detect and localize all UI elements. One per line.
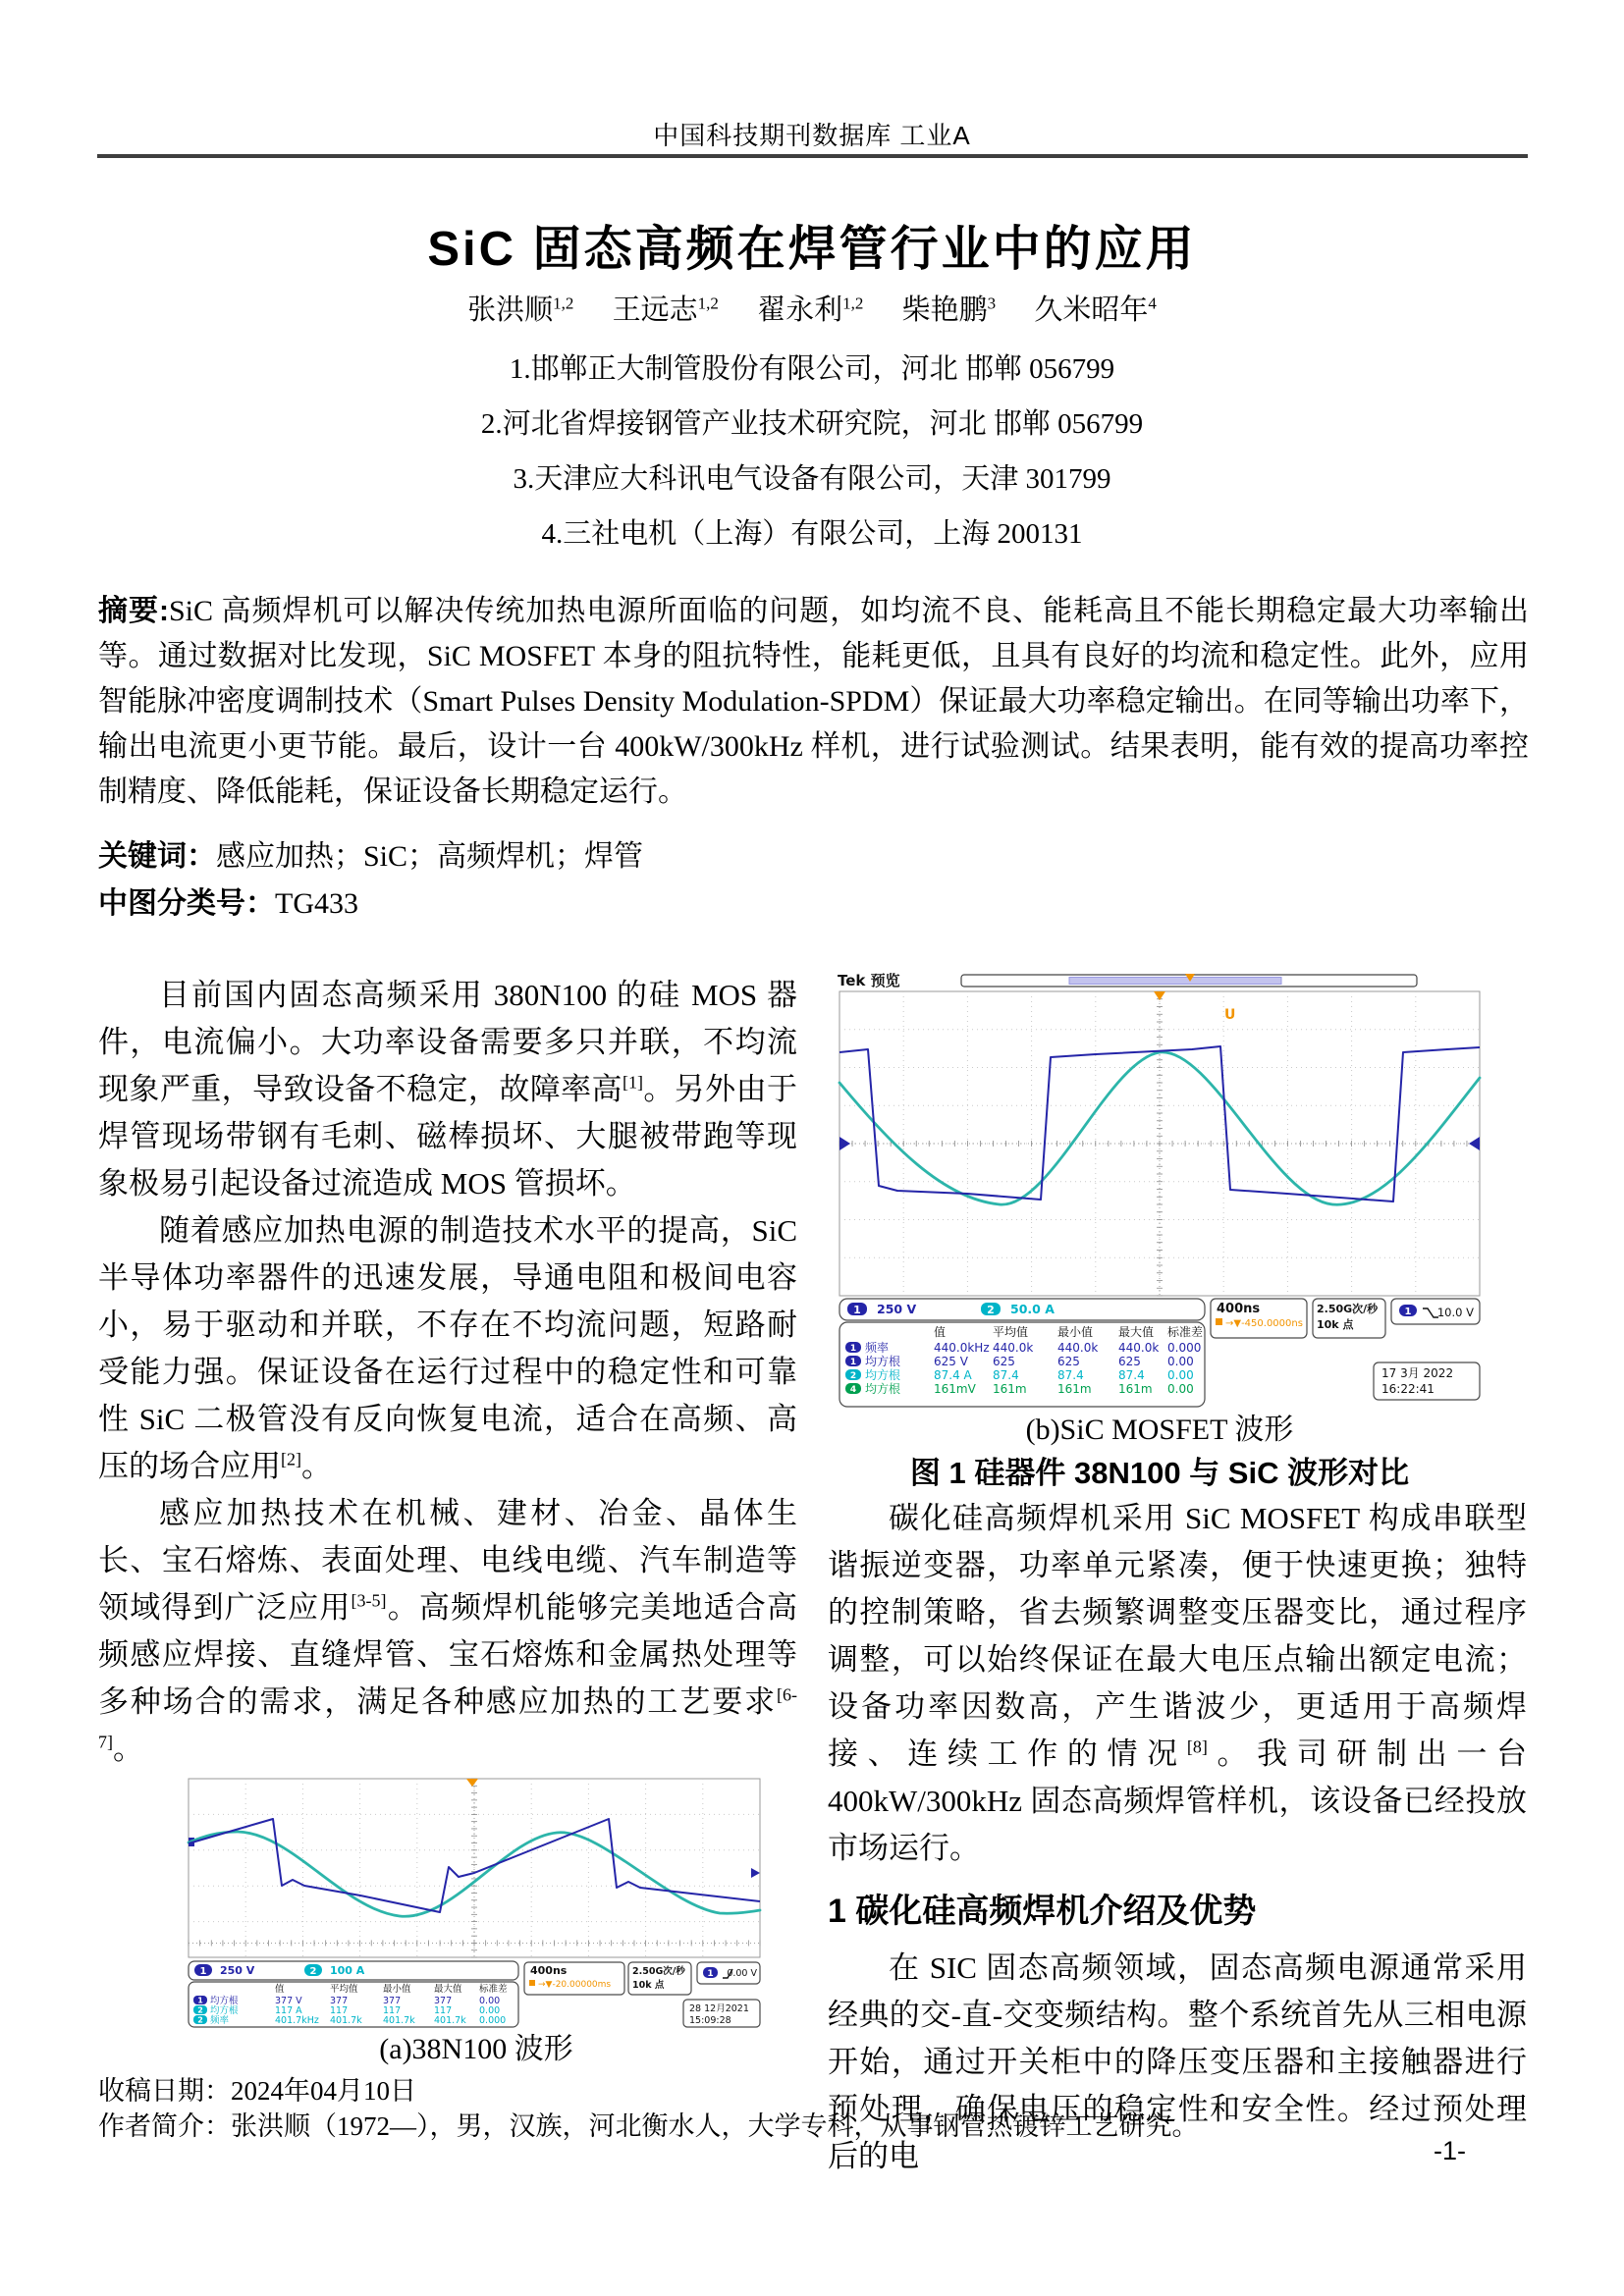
svg-text:均方根: 均方根 [865,1355,901,1368]
trigger-channel: 1 [1404,1307,1412,1317]
svg-text:0.00: 0.00 [1167,1355,1194,1368]
col-header: 平均值 [330,1984,358,1995]
author-affil-sup: 1,2 [842,294,864,313]
header-rule [97,154,1528,158]
ch1-number: 1 [853,1304,861,1316]
svg-text:2: 2 [197,2015,203,2025]
svg-text:1: 1 [849,1358,857,1367]
oscilloscope-screenshot-38n100 [187,1777,766,2028]
col-header: 最大值 [1118,1325,1155,1339]
delay-icon [529,1980,535,1986]
ch2-scale: 50.0 A [1010,1302,1055,1316]
author: 柴艳鹏$^3$ [901,294,997,326]
author-affil-sup: 1,2 [553,294,574,313]
affiliation-list [0,342,1624,561]
svg-text:频率: 频率 [210,2015,230,2026]
col-header: 平均值 [993,1325,1029,1339]
author-affil-sup: 3 [987,294,997,313]
acquisition-window [1069,978,1281,985]
affiliation: 3.天津应大科讯电气设备有限公司，天津 301799 [513,463,1111,495]
figure-1a-caption: (a)38N100 波形 [379,2033,573,2065]
page-title: SiC 固态高频在焊管行业中的应用 [427,223,1197,276]
svg-text:401.7k: 401.7k [330,2015,362,2026]
author-affil-sup: 1,2 [697,294,719,313]
abstract [98,589,1529,815]
keywords [98,831,1529,875]
citation: [6-7] [98,1684,797,1752]
svg-text:117: 117 [330,2005,349,2016]
col-header: 值 [934,1325,947,1339]
svg-text:161m: 161m [1057,1382,1092,1396]
trigger-level: 0.00 V [727,1968,757,1979]
page-number: -1- [1434,2136,1466,2165]
figure-1b-caption: (b)SiC MOSFET 波形 [1025,1414,1294,1446]
svg-text:440.0k: 440.0k [1118,1341,1160,1355]
author-affil-sup: 4 [1148,294,1157,313]
svg-text:均方根: 均方根 [210,2005,239,2016]
timebase: 400ns [530,1964,568,1977]
author-line [0,288,1624,328]
sample-rate: 2.50G次/秒 [632,1966,685,1977]
figure-1a [187,1777,766,2071]
svg-text:频率: 频率 [865,1341,890,1355]
figure-1b [836,972,1484,1495]
col-header: 最小值 [1057,1325,1094,1339]
record-length: 10k 点 [1317,1318,1354,1331]
ch2-scale: 100 A [330,1964,365,1977]
scope-date: 17 3月 2022 [1381,1366,1454,1380]
affiliation: 1.邯郸正大制管股份有限公司，河北 邯郸 056799 [509,353,1115,385]
author: 王远志$^{1,2}$ [612,294,719,326]
svg-text:均方根: 均方根 [865,1382,901,1396]
svg-text:2: 2 [849,1371,857,1381]
paragraph: 随着感应加热电源的制造技术水平的提高，SiC 半导体功率器件的迅速发展，导通电阻和极间电容小，易于驱动和并联，不存在不均流问题，短路耐受能力强。保证设备在运行过程中的稳定性和可靠性 SiC 二极管没有反向恢复电流，适合在高频、高压的场合应用[2]。 [98,1213,797,1483]
journal-header: 中国科技期刊数据库 工业A [653,121,971,150]
table-row [845,1381,1194,1396]
svg-text:0.00: 0.00 [1167,1368,1194,1382]
svg-text:87.4: 87.4 [993,1368,1019,1382]
col-header: 最小值 [383,1984,411,1995]
col-header: 标准差 [1167,1325,1204,1339]
delay-icon [1216,1318,1222,1325]
marker-u: U [1224,1007,1236,1023]
svg-text:117 A: 117 A [275,2005,302,2016]
section-1-heading: 1 碳化硅高频焊机介绍及优势 [828,1893,1257,1930]
svg-text:377 V: 377 V [275,1996,302,2006]
oscilloscope-screenshot-sic [836,972,1484,1409]
svg-text:625: 625 [1118,1355,1141,1368]
ch1-number: 1 [199,1966,207,1977]
scope-time: 15:09:28 [689,2015,731,2026]
received-date: 收稿日期：2024年04月10日 [98,2076,416,2106]
ch2-number: 2 [309,1966,317,1977]
col-header: 最大值 [434,1984,462,1995]
clc-number [98,879,1529,922]
paragraph: 感应加热技术在机械、建材、冶金、晶体生长、宝石熔炼、表面处理、电线电缆、汽车制造等领域得到广泛应用[3-5]。高频焊机能够完美地适合高频感应焊接、直缝焊管、宝石熔炼和金属热处理等多种场合的需求，满足各种感应加热的工艺要求[6-7]。 [98,1496,798,1766]
clc-label: 中图分类号： [98,887,275,920]
author-bio: 作者简介：张洪顺（1972—），男，汉族，河北衡水人，大学专科，从事钢管热镀锌工艺研究。 [98,2111,1199,2141]
paragraph: 在 SIC 固态高频领域，固态高频电源通常采用经典的交-直-交变频结构。整个系统首先从三相电源开始，通过开关柜中的降压变压器和主接触器进行预处理，确保电压的稳定性和安全性。经过预处理后的电 [828,1950,1527,2173]
affiliation: 2.河北省焊接钢管产业技术研究院，河北 邯郸 056799 [480,408,1144,440]
author: 翟永利$^{1,2}$ [757,294,864,326]
svg-text:161m: 161m [1118,1382,1153,1396]
svg-text:161m: 161m [993,1382,1027,1396]
svg-text:440.0k: 440.0k [993,1341,1034,1355]
svg-text:4: 4 [849,1385,857,1395]
paragraph: 目前国内固态高频采用 380N100 的硅 MOS 器件，电流偏小。大功率设备需要多只并联，不均流现象严重，导致设备不稳定，故障率高[1]。另外由于焊管现场带钢有毛刺、磁棒损坏、大腿被带跑等现象极易引起设备过流造成 MOS 管损坏。 [98,978,797,1201]
keywords-text: 感应加热；SiC；高频焊机；焊管 [216,840,644,873]
svg-text:87.4: 87.4 [1057,1368,1084,1382]
svg-text:625 V: 625 V [934,1355,968,1368]
ch1-scale: 250 V [220,1964,255,1977]
svg-text:0.00: 0.00 [479,2005,501,2016]
citation: [1] [622,1072,643,1093]
trigger-level: 10.0 V [1436,1306,1474,1319]
col-header: 值 [275,1984,285,1995]
svg-text:1: 1 [197,1996,203,2005]
col-header: 标准差 [479,1984,508,1995]
svg-text:87.4 A: 87.4 A [934,1368,972,1382]
figure-1-caption: 图 1 硅器件 38N100 与 SiC 波形对比 [909,1456,1410,1490]
right-column [828,972,1527,2180]
citation: [8] [1186,1736,1208,1757]
svg-text:377: 377 [434,1996,453,2006]
record-length: 10k 点 [632,1980,665,1991]
svg-text:117: 117 [383,2005,402,2016]
svg-text:161mV: 161mV [934,1382,976,1396]
ch2-number: 2 [987,1304,995,1316]
delay-readout: →▼-20.00000ms [538,1980,612,1990]
svg-text:87.4: 87.4 [1118,1368,1145,1382]
ch1-scale: 250 V [877,1302,917,1316]
svg-text:均方根: 均方根 [865,1368,901,1382]
svg-text:均方根: 均方根 [210,1996,239,2006]
svg-text:440.0kHz: 440.0kHz [934,1341,990,1355]
citation: [2] [281,1449,301,1469]
delay-readout: →▼-450.0000ns [1225,1318,1303,1329]
scope-date: 28 12月2021 [689,2003,749,2014]
affiliation: 4.三社电机（上海）有限公司，上海 200131 [541,518,1083,550]
svg-text:401.7k: 401.7k [434,2015,466,2026]
svg-text:0.00: 0.00 [479,1996,501,2006]
keywords-label: 关键词： [98,840,216,873]
trigger-channel: 1 [707,1969,714,1979]
author: 久米昭年$^4$ [1034,294,1157,326]
abstract-label: 摘要: [98,595,169,627]
paragraph: 碳化硅高频焊机采用 SiC MOSFET 构成串联型谐振逆变器，功率单元紧凑，便于快速更换；独特的控制策略，省去频繁调整变压器变比，通过程序调整，可以始终保证在最大电压点输出额定电流；设备功率因数高，产生谐波少，更适用于高频焊接、连续工作的情况[8]。我司研制出一台 400kW/300kHz 固态高频焊管样机，该设备已经投放市场运行。 [828,1501,1528,1865]
svg-text:401.7kHz: 401.7kHz [275,2015,319,2026]
svg-text:440.0k: 440.0k [1057,1341,1099,1355]
svg-text:0.000: 0.000 [1167,1341,1202,1355]
footnote-block [98,2073,1276,2144]
scope-time: 16:22:41 [1381,1382,1435,1396]
svg-text:0.000: 0.000 [479,2015,507,2026]
svg-text:625: 625 [993,1355,1015,1368]
timebase: 400ns [1217,1302,1261,1316]
svg-text:1: 1 [849,1344,857,1354]
svg-text:0.00: 0.00 [1167,1382,1194,1396]
sample-rate: 2.50G次/秒 [1317,1303,1379,1315]
scope-brand: Tek 预览 [838,972,900,989]
svg-text:377: 377 [383,1996,402,2006]
abstract-text: SiC 高频焊机可以解决传统加热电源所面临的问题，如均流不良、能耗高且不能长期稳定最大功率输出等。通过数据对比发现，SiC MOSFET 本身的阻抗特性，能耗更低，且具有良好的均流和稳定性。此外，应用智能脉冲密度调制技术（Smart Pulses Density Modulation-SPDM）保证最大功率稳定输出。在同等输出功率下，输出电流更小更节能。最后，设计一台 400kW/300kHz 样机，进行试验测试。结果表明，能有效的提高功率控制精度、降低能耗，保证设备长期稳定运行。 [98,595,1529,808]
clc-text: TG433 [275,887,358,920]
author: 张洪顺$^{1,2}$ [467,294,574,326]
svg-text:377: 377 [330,1996,349,2006]
svg-text:2: 2 [197,2005,203,2015]
svg-text:625: 625 [1057,1355,1080,1368]
svg-text:401.7k: 401.7k [383,2015,415,2026]
left-column [98,972,797,2071]
citation: [3-5] [351,1590,387,1611]
svg-text:117: 117 [434,2005,453,2016]
